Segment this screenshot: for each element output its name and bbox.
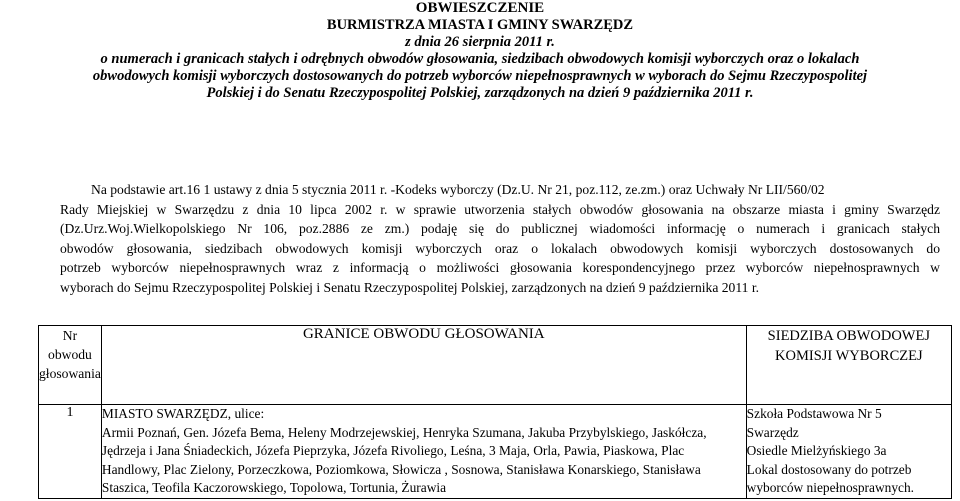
notice-header <box>0 0 960 102</box>
body-line: obwodów głosowania, siedzibach obwodowych komisji wyborczych oraz o lokalach obwodowych komisji wyborczych dostosowanych do <box>60 240 940 256</box>
table-row <box>39 405 952 499</box>
header-district-number: Nr obwodu głosowania <box>39 326 102 405</box>
notice-subject-line: o numerach i granicach stałych i odrębnych obwodów głosowania, siedzibach obwodowych komisji wyborczych oraz o lokalach <box>100 51 860 67</box>
header-district-boundaries: GRANICE OBWODU GŁOSOWANIA <box>101 326 746 405</box>
notice-subject-line: obwodowych komisji wyborczych dostosowanych do potrzeb wyborców niepełnosprawnych w wyborach do Sejmu Rzeczypospolitej <box>92 68 868 84</box>
voting-districts-table <box>38 325 952 499</box>
notice-date: z dnia 26 sierpnia 2011 r. <box>405 34 555 50</box>
notice-title: OBWIESZCZENIE <box>415 0 545 16</box>
notice-subject-line: Polskiej i do Senatu Rzeczypospolitej Polskiej, zarządzonych na dzień 9 października 2011 r. <box>206 85 754 101</box>
notice-body <box>60 180 940 298</box>
table-header-row <box>39 326 952 405</box>
body-line: Rady Miejskiej w Swarzędzu z dnia 10 lipca 2002 r. w sprawie utworzenia stałych obwodów głosowania na obszarze miasta i gminy Swarzędz <box>60 201 940 217</box>
header-commission-seat: SIEDZIBA OBWODOWEJ KOMISJI WYBORCZEJ <box>746 326 951 405</box>
body-line: Na podstawie art.16 1 ustawy z dnia 5 stycznia 2011 r. -Kodeks wyborczy (Dz.U. Nr 21, poz.112, ze.zm.) oraz Uchwały Nr LII/560/02 <box>91 182 825 197</box>
body-line: (Dz.Urz.Woj.Wielkopolskiego Nr 106, poz.2886 ze zm.) podaję się do publicznej wiadomości informację o numerach i granicach stałych <box>60 221 940 237</box>
notice-issuer: BURMISTRZA MIASTA I GMINY SWARZĘDZ <box>326 17 634 33</box>
body-line: potrzeb wyborców niepełnosprawnych wraz z informacją o możliwości głosowania korespondencyjnego przez wyborców niepełnosprawnych w <box>60 260 940 276</box>
commission-seat: Szkoła Podstawowa Nr 5 Swarzędz Osiedle Mielżyńskiego 3a Lokal dostosowany do potrzeb wyborców niepełnosprawnych. <box>746 405 951 499</box>
district-boundaries: MIASTO SWARZĘDZ, ulice: Armii Poznań, Gen. Józefa Bema, Heleny Modrzejewskiej, Henryka Szumana, Jakuba Przybylskiego, Jaskółcza, Jędrzeja i Jana Śniadeckich, Józefa Pieprzyka, Józefa Rivoliego, Leśna, 3 Maja, Orla, Pawia, Piaskowa, Plac Handlowy, Plac Zielony, Porzeczkowa, Poziomkowa, Słowicza , Sosnowa, Stanisława Konarskiego, Stanisława Staszica, Teofila Kaczorowskiego, Topolowa, Tortunia, Żurawia <box>101 405 746 499</box>
district-number: 1 <box>39 405 102 499</box>
body-line: wyborach do Sejmu Rzeczypospolitej Polskiej i Senatu Rzeczypospolitej Polskiej, zarządzonych na dzień 9 października 2011 r. <box>60 279 760 295</box>
